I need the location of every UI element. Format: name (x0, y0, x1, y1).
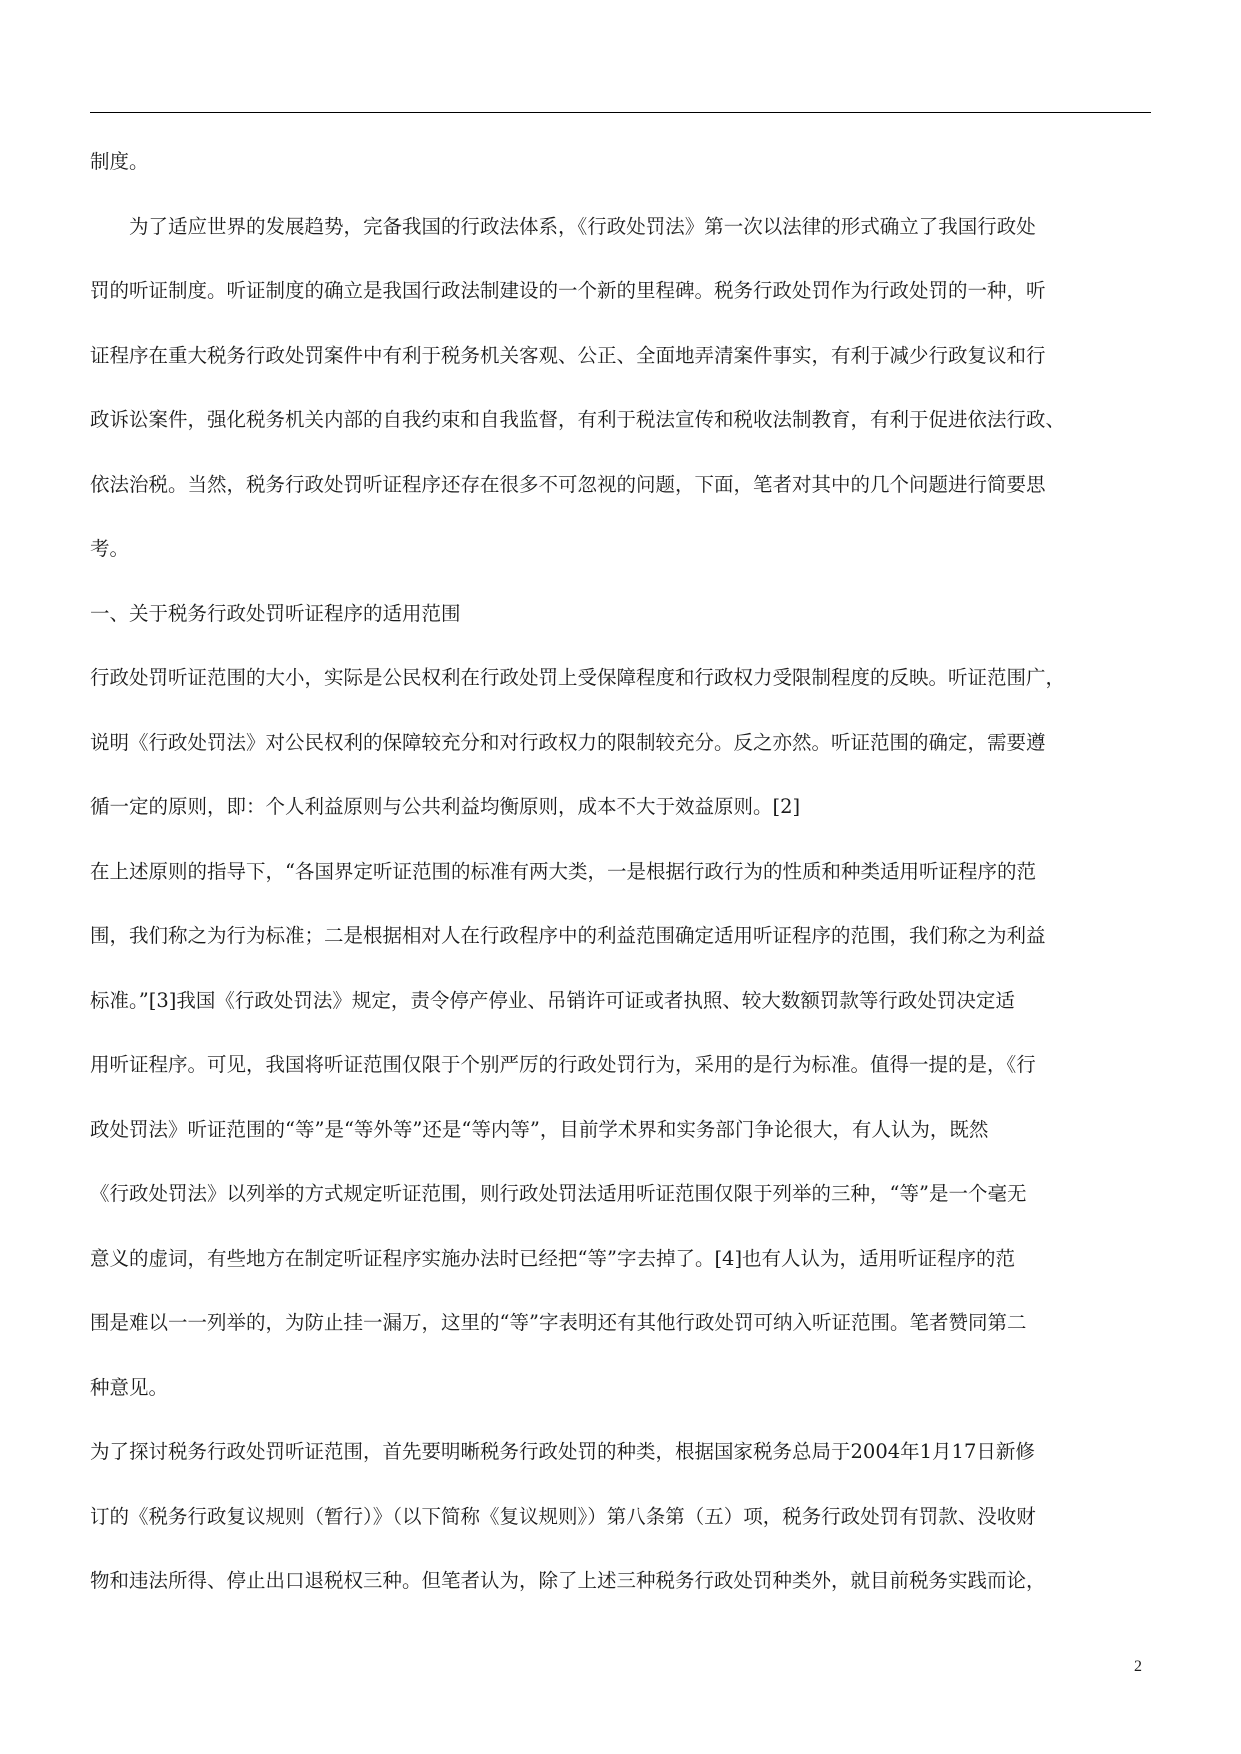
text-line: 政处罚法》听证范围的“等”是“等外等”还是“等内等”，目前学术界和实务部门争论很大，有人认为，既然 (90, 1117, 989, 1141)
text-line: 行政处罚听证范围的大小，实际是公民权利在行政处罚上受保障程度和行政权力受限制程度的反映。听证范围广， (90, 666, 1066, 689)
text-line: 围是难以一一列举的，为防止挂一漏万，这里的“等”字表明还有其他行政处罚可纳入听证范围。笔者赞同第二 (90, 1311, 1027, 1334)
text-line: 为了适应世界的发展趋势，完备我国的行政法体系，《行政处罚法》第一次以法律的形式确立了我国行政处 (90, 214, 1036, 238)
text-line: 政诉讼案件，强化税务机关内部的自我约束和自我监督，有利于税法宣传和税收法制教育，有利于促进依法行政、 (90, 408, 1066, 431)
document-body (90, 130, 1151, 1614)
text-line: 考。 (90, 537, 130, 560)
text-line: 循一定的原则，即：个人利益原则与公共利益均衡原则，成本不大于效益原则。[2] (90, 795, 801, 818)
text-line: 制度。 (90, 150, 149, 173)
paragraph-hearing-system (90, 195, 1151, 582)
text-line: 为了探讨税务行政处罚听证范围，首先要明晰税务行政处罚的种类，根据国家税务总局于2004年1月17日新修 (90, 1440, 1035, 1463)
text-line: 种意见。 (90, 1375, 169, 1399)
paragraph-standards (90, 840, 1151, 1421)
text-line: 标准。”[3]我国《行政处罚法》规定，责令停产停业、吊销许可证或者执照、较大数额罚款等行政处罚决定适 (90, 988, 1015, 1012)
header-rule (90, 112, 1151, 113)
paragraph-intro-ending (90, 130, 1151, 195)
paragraph-tax-penalty-types (90, 1420, 1151, 1614)
text-line: 《行政处罚法》以列举的方式规定听证范围，则行政处罚法适用听证范围仅限于列举的三种，“等”是一个毫无 (90, 1182, 1027, 1205)
page-number: 2 (1134, 1658, 1142, 1675)
text-line: 用听证程序。可见，我国将听证范围仅限于个别严厉的行政处罚行为，采用的是行为标准。值得一提的是，《行 (90, 1053, 1036, 1076)
text-line: 在上述原则的指导下，“各国界定听证范围的标准有两大类，一是根据行政行为的性质和种类适用听证程序的范 (90, 859, 1036, 883)
paragraph-scope (90, 646, 1151, 840)
text-line: 物和违法所得、停止出口退税权三种。但笔者认为，除了上述三种税务行政处罚种类外，就目前税务实践而论， (90, 1569, 1046, 1592)
text-line: 订的《税务行政复议规则（暂行）》（以下简称《复议规则》）第八条第（五）项，税务行政处罚有罚款、没收财 (90, 1504, 1036, 1528)
section-heading (90, 582, 1151, 647)
heading-text: 一、关于税务行政处罚听证程序的适用范围 (90, 601, 461, 625)
text-line: 罚的听证制度。听证制度的确立是我国行政法制建设的一个新的里程碑。税务行政处罚作为行政处罚的一种，听 (90, 279, 1046, 302)
text-line: 证程序在重大税务行政处罚案件中有利于税务机关客观、公正、全面地弄清案件事实，有利于减少行政复议和行 (90, 343, 1046, 367)
text-line: 意义的虚词，有些地方在制定听证程序实施办法时已经把“等”字去掉了。[4]也有人认为，适用听证程序的范 (90, 1246, 1016, 1270)
text-line: 依法治税。当然，税务行政处罚听证程序还存在很多不可忽视的问题，下面，笔者对其中的几个问题进行简要思 (90, 472, 1046, 496)
text-line: 围，我们称之为行为标准；二是根据相对人在行政程序中的利益范围确定适用听证程序的范围，我们称之为利益 (90, 924, 1046, 947)
text-line: 说明《行政处罚法》对公民权利的保障较充分和对行政权力的限制较充分。反之亦然。听证范围的确定，需要遵 (90, 730, 1046, 754)
